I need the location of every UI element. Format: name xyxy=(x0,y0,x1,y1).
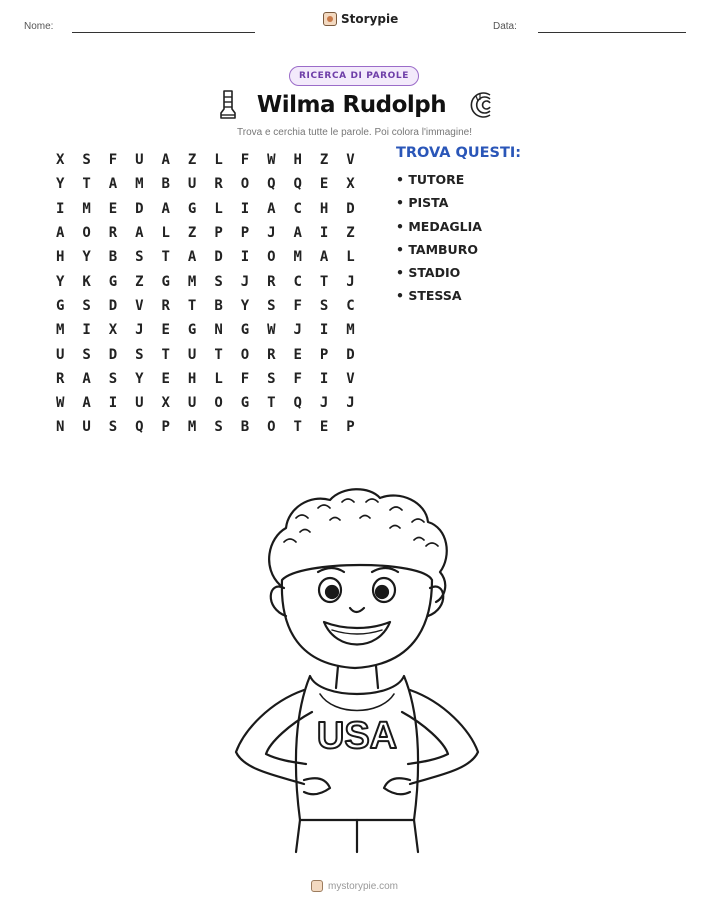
grid-cell[interactable]: D xyxy=(135,200,144,217)
grid-cell[interactable]: S xyxy=(267,370,276,387)
grid-cell[interactable]: F xyxy=(108,152,118,169)
grid-cell[interactable]: L xyxy=(346,249,355,266)
grid-cell[interactable]: G xyxy=(108,273,118,290)
grid-cell[interactable]: B xyxy=(161,176,170,193)
grid-cell[interactable]: U xyxy=(187,346,197,363)
grid-cell[interactable]: A xyxy=(108,176,118,193)
grid-cell[interactable]: D xyxy=(346,346,355,363)
grid-cell[interactable]: W xyxy=(267,322,276,339)
grid-cell[interactable]: E xyxy=(161,370,170,387)
grid-cell[interactable]: E xyxy=(319,176,329,193)
grid-cell[interactable]: Y xyxy=(240,297,250,314)
grid-cell[interactable]: T xyxy=(319,273,329,290)
grid-cell[interactable]: X xyxy=(55,152,65,169)
grid-cell[interactable]: D xyxy=(346,200,355,217)
grid-cell[interactable]: E xyxy=(319,419,329,436)
grid-cell[interactable]: J xyxy=(267,225,276,242)
grid-cell[interactable]: R xyxy=(267,273,276,290)
word-item: • MEDAGLIA xyxy=(396,218,482,234)
grid-cell[interactable]: L xyxy=(214,370,223,387)
grid-cell[interactable]: J xyxy=(293,322,302,339)
grid-cell[interactable]: Z xyxy=(187,225,197,242)
grid-cell[interactable]: A xyxy=(161,200,170,217)
grid-cell[interactable]: O xyxy=(240,176,250,193)
grid-cell[interactable]: L xyxy=(214,152,223,169)
grid-cell[interactable]: E xyxy=(161,322,170,339)
brand xyxy=(323,12,398,26)
grid-cell[interactable]: C xyxy=(293,200,302,217)
storypie-logo-icon xyxy=(311,880,323,892)
storypie-logo-icon xyxy=(323,12,337,26)
grid-cell[interactable]: U xyxy=(55,346,65,363)
grid-cell[interactable]: A xyxy=(135,225,144,242)
grid-cell[interactable]: R xyxy=(267,346,276,363)
grid-cell[interactable]: N xyxy=(214,322,223,339)
grid-cell[interactable]: M xyxy=(135,176,144,193)
word-item: • PISTA xyxy=(396,195,449,211)
grid-cell[interactable]: I xyxy=(240,249,250,266)
grid-cell[interactable]: O xyxy=(82,225,91,242)
grid-cell[interactable]: L xyxy=(161,225,170,242)
date-label: Data: xyxy=(493,21,517,32)
grid-cell[interactable]: S xyxy=(319,297,329,314)
word-item: • TUTORE xyxy=(396,172,465,187)
grid-cell[interactable]: A xyxy=(161,152,170,169)
grid-cell[interactable]: B xyxy=(214,297,223,314)
grid-cell[interactable]: P xyxy=(240,225,250,242)
grid-cell[interactable]: M xyxy=(82,200,91,217)
grid-cell[interactable]: Z xyxy=(346,225,355,242)
grid-cell[interactable]: S xyxy=(135,346,144,363)
grid-cell[interactable]: J xyxy=(135,322,144,339)
grid-cell[interactable]: I xyxy=(240,200,250,217)
grid-cell[interactable]: F xyxy=(240,152,250,169)
grid-cell[interactable]: C xyxy=(346,297,355,314)
grid-cell[interactable]: S xyxy=(267,297,276,314)
grid-cell[interactable]: J xyxy=(240,273,250,290)
grid-cell[interactable]: D xyxy=(108,346,118,363)
grid-cell[interactable]: V xyxy=(346,370,355,387)
grid-cell[interactable]: R xyxy=(55,370,65,387)
grid-cell[interactable]: G xyxy=(240,395,250,412)
grid-cell[interactable]: S xyxy=(108,419,118,436)
grid-cell[interactable]: Z xyxy=(319,152,329,169)
grid-cell[interactable]: S xyxy=(82,346,91,363)
grid-cell[interactable]: W xyxy=(55,395,65,412)
grid-cell[interactable]: I xyxy=(108,395,118,412)
grid-cell[interactable]: V xyxy=(346,152,355,169)
grid-cell[interactable]: J xyxy=(319,395,329,412)
grid-cell[interactable]: Z xyxy=(187,152,197,169)
grid-cell[interactable]: T xyxy=(161,249,170,266)
grid-cell[interactable]: G xyxy=(187,322,197,339)
grid-cell[interactable]: F xyxy=(293,370,302,387)
grid-cell[interactable]: T xyxy=(267,395,276,412)
grid-cell[interactable]: O xyxy=(267,249,276,266)
grid-cell[interactable]: U xyxy=(135,152,144,169)
grid-cell[interactable]: I xyxy=(319,370,329,387)
grid-cell[interactable]: T xyxy=(161,346,170,363)
grid-cell[interactable]: U xyxy=(135,395,144,412)
grid-cell[interactable]: Y xyxy=(82,249,91,266)
grid-cell[interactable]: G xyxy=(161,273,170,290)
grid-cell[interactable]: H xyxy=(55,249,65,266)
grid-cell[interactable]: O xyxy=(267,419,276,436)
grid-cell[interactable]: S xyxy=(82,297,91,314)
grid-cell[interactable]: G xyxy=(55,297,65,314)
grid-cell[interactable]: H xyxy=(319,200,329,217)
footer-url[interactable]: mystorypie.com xyxy=(327,880,398,892)
grid-cell[interactable]: A xyxy=(55,225,65,242)
grid-cell[interactable]: P xyxy=(214,225,223,242)
coloring-illustration xyxy=(200,480,510,860)
grid-cell[interactable]: X xyxy=(346,176,355,193)
grid-cell[interactable]: R xyxy=(161,297,170,314)
word-item: • TAMBURO xyxy=(396,241,478,257)
grid-cell[interactable]: R xyxy=(214,176,223,193)
date-line xyxy=(538,32,686,33)
page-title: Wilma Rudolph xyxy=(256,92,447,118)
grid-cell[interactable]: B xyxy=(108,249,118,266)
grid-cell[interactable]: Y xyxy=(55,273,65,290)
grid-cell[interactable]: M xyxy=(346,322,355,339)
grid-cell[interactable]: A xyxy=(82,370,91,387)
grid-cell[interactable]: I xyxy=(55,200,65,217)
activity-badge: RICERCA DI PAROLE xyxy=(289,66,419,86)
grid-cell[interactable]: M xyxy=(187,419,197,436)
name-label: Nome: xyxy=(24,21,54,32)
grid-cell[interactable]: S xyxy=(135,249,144,266)
grid-cell[interactable]: Q xyxy=(293,395,302,412)
title-row xyxy=(0,89,709,121)
grid-cell[interactable]: Z xyxy=(135,273,144,290)
grid-cell[interactable]: M xyxy=(293,249,302,266)
grid-cell[interactable]: H xyxy=(187,370,197,387)
grid-cell[interactable]: O xyxy=(240,346,250,363)
grid-cell[interactable]: S xyxy=(108,370,118,387)
grid-cell[interactable]: Q xyxy=(135,419,144,436)
grid-cell[interactable]: P xyxy=(161,419,170,436)
grid-cell[interactable]: A xyxy=(187,249,197,266)
grid-cell[interactable]: U xyxy=(82,419,91,436)
grid-cell[interactable]: T xyxy=(187,297,197,314)
grid-cell[interactable]: F xyxy=(293,297,302,314)
word-list-title: TROVA QUESTI: xyxy=(396,145,522,161)
grid-cell[interactable]: T xyxy=(214,346,223,363)
grid-cell[interactable]: G xyxy=(240,322,250,339)
grid-cell[interactable]: B xyxy=(240,419,250,436)
grid-cell[interactable]: H xyxy=(293,152,302,169)
grid-cell[interactable]: Y xyxy=(55,176,65,193)
grid-cell[interactable]: I xyxy=(319,322,329,339)
grid-cell[interactable]: O xyxy=(214,395,223,412)
grid-cell[interactable]: E xyxy=(293,346,302,363)
grid-cell[interactable]: D xyxy=(214,249,223,266)
grid-cell[interactable]: D xyxy=(108,297,118,314)
grid-cell[interactable]: M xyxy=(187,273,197,290)
grid-cell[interactable]: E xyxy=(108,200,118,217)
grid-cell[interactable]: N xyxy=(55,419,65,436)
grid-cell[interactable]: Q xyxy=(293,176,302,193)
grid-cell[interactable]: S xyxy=(214,419,223,436)
grid-cell[interactable]: A xyxy=(319,249,329,266)
grid-cell[interactable]: A xyxy=(82,395,91,412)
grid-cell[interactable]: K xyxy=(82,273,91,290)
name-line xyxy=(72,32,255,33)
grid-cell[interactable]: M xyxy=(55,322,65,339)
grid-cell[interactable]: Q xyxy=(267,176,276,193)
grid-cell[interactable]: U xyxy=(187,176,197,193)
grid-cell[interactable]: C xyxy=(293,273,302,290)
grid-cell[interactable]: L xyxy=(214,200,223,217)
grid-cell[interactable]: S xyxy=(214,273,223,290)
grid-cell[interactable]: Y xyxy=(135,370,144,387)
grid-cell[interactable]: I xyxy=(82,322,91,339)
leg-brace-icon xyxy=(217,89,239,121)
running-track-icon xyxy=(464,91,492,119)
word-search-grid[interactable] xyxy=(47,148,364,440)
grid-cell[interactable]: A xyxy=(267,200,276,217)
grid-cell[interactable]: J xyxy=(346,395,355,412)
instructions: Trova e cerchia tutte le parole. Poi colora l'immagine! xyxy=(237,127,472,138)
grid-cell[interactable]: T xyxy=(82,176,91,193)
grid-cell[interactable]: W xyxy=(267,152,276,169)
word-list xyxy=(396,171,482,311)
svg-text:USA: USA xyxy=(316,715,398,757)
grid-cell[interactable]: X xyxy=(108,322,118,339)
grid-cell[interactable]: G xyxy=(187,200,197,217)
grid-cell[interactable]: A xyxy=(293,225,302,242)
brand-name: Storypie xyxy=(341,12,399,26)
grid-cell[interactable]: I xyxy=(319,225,329,242)
grid-cell[interactable]: V xyxy=(135,297,144,314)
grid-cell[interactable]: X xyxy=(161,395,170,412)
word-item: • STADIO xyxy=(396,265,461,281)
grid-cell[interactable]: P xyxy=(319,346,329,363)
footer xyxy=(0,880,709,892)
grid-cell[interactable]: F xyxy=(240,370,250,387)
grid-cell[interactable]: U xyxy=(187,395,197,412)
grid-cell[interactable]: S xyxy=(82,152,91,169)
word-item: • STESSA xyxy=(396,288,462,304)
grid-cell[interactable]: R xyxy=(108,225,118,242)
grid-cell[interactable]: P xyxy=(346,419,355,436)
grid-cell[interactable]: T xyxy=(293,419,302,436)
grid-cell[interactable]: J xyxy=(346,273,355,290)
